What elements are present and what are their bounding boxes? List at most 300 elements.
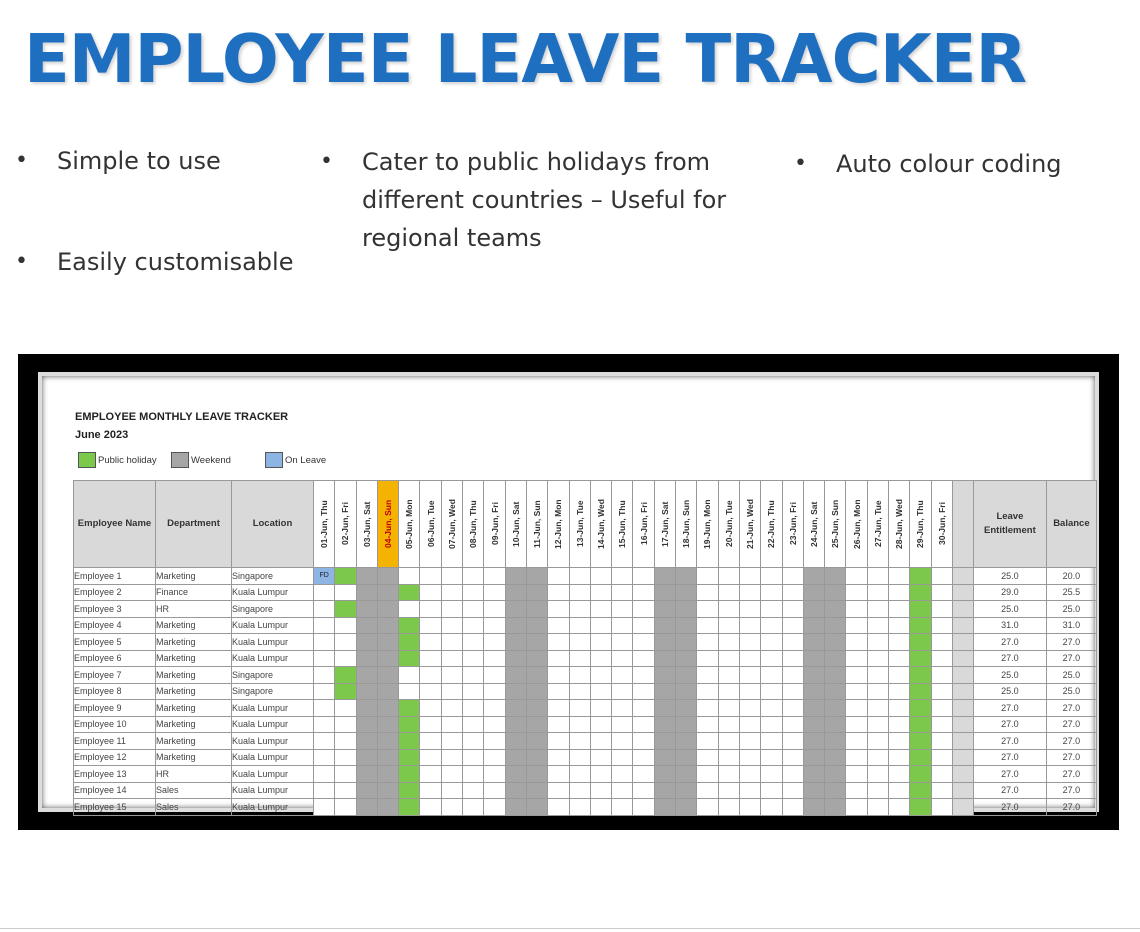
day-cell[interactable]: [612, 733, 633, 750]
day-cell[interactable]: [441, 716, 462, 733]
day-cell[interactable]: [676, 733, 697, 750]
entitlement-cell[interactable]: 31.0: [973, 617, 1046, 634]
department-cell[interactable]: Marketing: [156, 733, 232, 750]
day-cell[interactable]: [846, 799, 867, 816]
day-cell[interactable]: [420, 733, 441, 750]
day-cell[interactable]: [697, 683, 718, 700]
day-cell[interactable]: [697, 601, 718, 618]
day-cell[interactable]: [739, 683, 760, 700]
balance-cell[interactable]: 27.0: [1046, 749, 1096, 766]
day-cell[interactable]: [335, 799, 356, 816]
day-cell[interactable]: [867, 634, 888, 651]
day-cell[interactable]: [782, 667, 803, 684]
day-cell[interactable]: [441, 749, 462, 766]
day-cell[interactable]: [356, 749, 377, 766]
day-cell[interactable]: [654, 617, 675, 634]
day-cell[interactable]: [761, 766, 782, 783]
balance-cell[interactable]: 25.0: [1046, 683, 1096, 700]
day-cell[interactable]: [569, 749, 590, 766]
day-cell[interactable]: [463, 716, 484, 733]
day-cell[interactable]: [761, 799, 782, 816]
day-cell[interactable]: [484, 568, 505, 585]
location-cell[interactable]: Kuala Lumpur: [232, 749, 314, 766]
day-cell[interactable]: [314, 716, 335, 733]
employee-name-cell[interactable]: Employee 8: [74, 683, 156, 700]
day-cell[interactable]: [825, 716, 846, 733]
day-cell[interactable]: [718, 700, 739, 717]
day-cell[interactable]: [739, 733, 760, 750]
day-cell[interactable]: [761, 617, 782, 634]
day-cell[interactable]: [782, 584, 803, 601]
day-cell[interactable]: [377, 683, 398, 700]
day-cell[interactable]: [889, 634, 910, 651]
day-cell[interactable]: [803, 617, 824, 634]
day-cell[interactable]: [420, 683, 441, 700]
day-cell[interactable]: [420, 749, 441, 766]
day-cell[interactable]: [377, 782, 398, 799]
day-cell[interactable]: [846, 683, 867, 700]
day-cell[interactable]: [484, 766, 505, 783]
day-cell[interactable]: [931, 601, 952, 618]
day-cell[interactable]: [739, 716, 760, 733]
day-cell[interactable]: [739, 766, 760, 783]
day-cell[interactable]: [356, 568, 377, 585]
day-cell[interactable]: [377, 799, 398, 816]
day-cell[interactable]: [590, 700, 611, 717]
day-cell[interactable]: [590, 650, 611, 667]
day-cell[interactable]: [505, 683, 526, 700]
day-cell[interactable]: [676, 716, 697, 733]
day-cell[interactable]: [526, 650, 547, 667]
day-cell[interactable]: [335, 601, 356, 618]
day-cell[interactable]: [931, 667, 952, 684]
day-cell[interactable]: [931, 733, 952, 750]
day-cell[interactable]: [399, 733, 420, 750]
day-cell[interactable]: [569, 584, 590, 601]
day-cell[interactable]: [399, 716, 420, 733]
day-cell[interactable]: [846, 568, 867, 585]
day-cell[interactable]: [505, 700, 526, 717]
day-cell[interactable]: [889, 601, 910, 618]
day-cell[interactable]: [633, 683, 654, 700]
day-cell[interactable]: [867, 733, 888, 750]
location-cell[interactable]: Kuala Lumpur: [232, 733, 314, 750]
day-cell[interactable]: [739, 799, 760, 816]
day-cell[interactable]: [782, 799, 803, 816]
day-cell[interactable]: [484, 650, 505, 667]
day-cell[interactable]: [739, 700, 760, 717]
day-cell[interactable]: [739, 667, 760, 684]
day-cell[interactable]: [377, 667, 398, 684]
day-cell[interactable]: [526, 601, 547, 618]
day-cell[interactable]: [377, 617, 398, 634]
employee-name-cell[interactable]: Employee 4: [74, 617, 156, 634]
day-cell[interactable]: [910, 782, 931, 799]
employee-name-cell[interactable]: Employee 3: [74, 601, 156, 618]
day-cell[interactable]: [314, 584, 335, 601]
day-cell[interactable]: [867, 650, 888, 667]
day-cell[interactable]: [782, 749, 803, 766]
day-cell[interactable]: [399, 782, 420, 799]
day-cell[interactable]: [782, 700, 803, 717]
day-cell[interactable]: [569, 568, 590, 585]
day-cell[interactable]: [654, 584, 675, 601]
day-cell[interactable]: [612, 782, 633, 799]
day-cell[interactable]: [825, 634, 846, 651]
day-cell[interactable]: [803, 634, 824, 651]
day-cell[interactable]: [825, 601, 846, 618]
day-cell[interactable]: [739, 650, 760, 667]
day-cell[interactable]: [867, 716, 888, 733]
day-cell[interactable]: [526, 683, 547, 700]
day-cell[interactable]: [548, 700, 569, 717]
employee-name-cell[interactable]: Employee 13: [74, 766, 156, 783]
employee-name-cell[interactable]: Employee 15: [74, 799, 156, 816]
day-cell[interactable]: [590, 634, 611, 651]
day-cell[interactable]: [846, 716, 867, 733]
day-cell[interactable]: [335, 716, 356, 733]
balance-cell[interactable]: 27.0: [1046, 733, 1096, 750]
day-cell[interactable]: [846, 733, 867, 750]
day-cell[interactable]: [526, 766, 547, 783]
location-cell[interactable]: Kuala Lumpur: [232, 584, 314, 601]
day-cell[interactable]: [889, 584, 910, 601]
day-cell[interactable]: [825, 617, 846, 634]
day-cell[interactable]: [633, 766, 654, 783]
entitlement-cell[interactable]: 27.0: [973, 733, 1046, 750]
day-cell[interactable]: [718, 683, 739, 700]
day-cell[interactable]: [739, 782, 760, 799]
department-cell[interactable]: Marketing: [156, 716, 232, 733]
balance-cell[interactable]: 31.0: [1046, 617, 1096, 634]
day-cell[interactable]: [590, 584, 611, 601]
department-cell[interactable]: Finance: [156, 584, 232, 601]
day-cell[interactable]: [803, 766, 824, 783]
day-cell[interactable]: [505, 782, 526, 799]
day-cell[interactable]: [931, 782, 952, 799]
day-cell[interactable]: [676, 683, 697, 700]
department-cell[interactable]: HR: [156, 766, 232, 783]
day-cell[interactable]: [569, 617, 590, 634]
day-cell[interactable]: [463, 584, 484, 601]
location-cell[interactable]: Kuala Lumpur: [232, 716, 314, 733]
day-cell[interactable]: [377, 584, 398, 601]
day-cell[interactable]: [931, 650, 952, 667]
day-cell[interactable]: [825, 700, 846, 717]
day-cell[interactable]: [697, 667, 718, 684]
day-cell[interactable]: [718, 634, 739, 651]
entitlement-cell[interactable]: 25.0: [973, 683, 1046, 700]
day-cell[interactable]: [931, 700, 952, 717]
day-cell[interactable]: [505, 766, 526, 783]
day-cell[interactable]: [803, 749, 824, 766]
day-cell[interactable]: [399, 650, 420, 667]
day-cell[interactable]: [335, 650, 356, 667]
day-cell[interactable]: [867, 683, 888, 700]
day-cell[interactable]: [569, 700, 590, 717]
day-cell[interactable]: [463, 667, 484, 684]
location-cell[interactable]: Singapore: [232, 601, 314, 618]
day-cell[interactable]: [420, 568, 441, 585]
day-cell[interactable]: [463, 617, 484, 634]
day-cell[interactable]: [335, 667, 356, 684]
day-cell[interactable]: [654, 766, 675, 783]
employee-name-cell[interactable]: Employee 6: [74, 650, 156, 667]
day-cell[interactable]: [335, 766, 356, 783]
day-cell[interactable]: [889, 766, 910, 783]
day-cell[interactable]: [718, 667, 739, 684]
day-cell[interactable]: [314, 601, 335, 618]
day-cell[interactable]: [612, 700, 633, 717]
day-cell[interactable]: [633, 700, 654, 717]
day-cell[interactable]: [526, 799, 547, 816]
day-cell[interactable]: [803, 716, 824, 733]
location-cell[interactable]: Kuala Lumpur: [232, 700, 314, 717]
day-cell[interactable]: [420, 601, 441, 618]
day-cell[interactable]: [782, 650, 803, 667]
day-cell[interactable]: [676, 667, 697, 684]
day-cell[interactable]: [420, 700, 441, 717]
day-cell[interactable]: [825, 733, 846, 750]
day-cell[interactable]: [761, 634, 782, 651]
day-cell[interactable]: [463, 782, 484, 799]
day-cell[interactable]: [356, 782, 377, 799]
day-cell[interactable]: [803, 799, 824, 816]
day-cell[interactable]: [782, 601, 803, 618]
entitlement-cell[interactable]: 27.0: [973, 782, 1046, 799]
entitlement-cell[interactable]: 27.0: [973, 716, 1046, 733]
day-cell[interactable]: [463, 749, 484, 766]
day-cell[interactable]: [484, 601, 505, 618]
day-cell[interactable]: FD: [314, 568, 335, 585]
location-cell[interactable]: Kuala Lumpur: [232, 634, 314, 651]
day-cell[interactable]: [697, 766, 718, 783]
day-cell[interactable]: [910, 749, 931, 766]
day-cell[interactable]: [846, 782, 867, 799]
day-cell[interactable]: [761, 601, 782, 618]
day-cell[interactable]: [612, 683, 633, 700]
day-cell[interactable]: [505, 749, 526, 766]
day-cell[interactable]: [441, 634, 462, 651]
day-cell[interactable]: [335, 617, 356, 634]
day-cell[interactable]: [377, 716, 398, 733]
day-cell[interactable]: [441, 766, 462, 783]
day-cell[interactable]: [463, 700, 484, 717]
day-cell[interactable]: [420, 799, 441, 816]
day-cell[interactable]: [612, 766, 633, 783]
day-cell[interactable]: [399, 584, 420, 601]
day-cell[interactable]: [356, 683, 377, 700]
day-cell[interactable]: [910, 799, 931, 816]
day-cell[interactable]: [569, 782, 590, 799]
entitlement-cell[interactable]: 27.0: [973, 799, 1046, 816]
day-cell[interactable]: [803, 667, 824, 684]
day-cell[interactable]: [910, 584, 931, 601]
day-cell[interactable]: [548, 568, 569, 585]
day-cell[interactable]: [548, 650, 569, 667]
day-cell[interactable]: [761, 733, 782, 750]
day-cell[interactable]: [314, 634, 335, 651]
day-cell[interactable]: [484, 716, 505, 733]
day-cell[interactable]: [718, 617, 739, 634]
day-cell[interactable]: [612, 617, 633, 634]
day-cell[interactable]: [484, 617, 505, 634]
day-cell[interactable]: [782, 782, 803, 799]
department-cell[interactable]: HR: [156, 601, 232, 618]
day-cell[interactable]: [761, 683, 782, 700]
day-cell[interactable]: [697, 716, 718, 733]
department-cell[interactable]: Marketing: [156, 650, 232, 667]
day-cell[interactable]: [314, 733, 335, 750]
day-cell[interactable]: [590, 733, 611, 750]
day-cell[interactable]: [335, 568, 356, 585]
balance-cell[interactable]: 27.0: [1046, 716, 1096, 733]
employee-name-cell[interactable]: Employee 9: [74, 700, 156, 717]
day-cell[interactable]: [910, 617, 931, 634]
day-cell[interactable]: [739, 601, 760, 618]
day-cell[interactable]: [526, 733, 547, 750]
entitlement-cell[interactable]: 27.0: [973, 634, 1046, 651]
day-cell[interactable]: [314, 766, 335, 783]
day-cell[interactable]: [867, 700, 888, 717]
day-cell[interactable]: [761, 749, 782, 766]
day-cell[interactable]: [676, 799, 697, 816]
day-cell[interactable]: [654, 667, 675, 684]
entitlement-cell[interactable]: 27.0: [973, 766, 1046, 783]
day-cell[interactable]: [356, 700, 377, 717]
day-cell[interactable]: [633, 782, 654, 799]
day-cell[interactable]: [377, 568, 398, 585]
day-cell[interactable]: [697, 568, 718, 585]
day-cell[interactable]: [399, 568, 420, 585]
day-cell[interactable]: [761, 700, 782, 717]
day-cell[interactable]: [931, 683, 952, 700]
day-cell[interactable]: [931, 749, 952, 766]
day-cell[interactable]: [612, 749, 633, 766]
day-cell[interactable]: [782, 617, 803, 634]
day-cell[interactable]: [399, 749, 420, 766]
day-cell[interactable]: [676, 700, 697, 717]
day-cell[interactable]: [782, 766, 803, 783]
day-cell[interactable]: [697, 782, 718, 799]
day-cell[interactable]: [910, 716, 931, 733]
day-cell[interactable]: [335, 782, 356, 799]
day-cell[interactable]: [676, 601, 697, 618]
day-cell[interactable]: [910, 733, 931, 750]
day-cell[interactable]: [739, 749, 760, 766]
day-cell[interactable]: [463, 766, 484, 783]
day-cell[interactable]: [803, 733, 824, 750]
day-cell[interactable]: [889, 683, 910, 700]
day-cell[interactable]: [399, 667, 420, 684]
day-cell[interactable]: [931, 584, 952, 601]
day-cell[interactable]: [526, 634, 547, 651]
day-cell[interactable]: [356, 733, 377, 750]
day-cell[interactable]: [612, 667, 633, 684]
location-cell[interactable]: Kuala Lumpur: [232, 617, 314, 634]
day-cell[interactable]: [441, 700, 462, 717]
day-cell[interactable]: [697, 634, 718, 651]
employee-name-cell[interactable]: Employee 10: [74, 716, 156, 733]
day-cell[interactable]: [803, 782, 824, 799]
day-cell[interactable]: [910, 634, 931, 651]
day-cell[interactable]: [633, 733, 654, 750]
day-cell[interactable]: [803, 568, 824, 585]
day-cell[interactable]: [739, 584, 760, 601]
day-cell[interactable]: [463, 733, 484, 750]
balance-cell[interactable]: 27.0: [1046, 782, 1096, 799]
location-cell[interactable]: Kuala Lumpur: [232, 782, 314, 799]
day-cell[interactable]: [825, 749, 846, 766]
day-cell[interactable]: [484, 634, 505, 651]
day-cell[interactable]: [314, 667, 335, 684]
day-cell[interactable]: [867, 749, 888, 766]
day-cell[interactable]: [889, 700, 910, 717]
day-cell[interactable]: [505, 799, 526, 816]
day-cell[interactable]: [867, 799, 888, 816]
day-cell[interactable]: [569, 634, 590, 651]
balance-cell[interactable]: 25.5: [1046, 584, 1096, 601]
day-cell[interactable]: [314, 749, 335, 766]
day-cell[interactable]: [399, 766, 420, 783]
day-cell[interactable]: [526, 584, 547, 601]
day-cell[interactable]: [420, 667, 441, 684]
location-cell[interactable]: Kuala Lumpur: [232, 799, 314, 816]
day-cell[interactable]: [484, 584, 505, 601]
day-cell[interactable]: [910, 683, 931, 700]
day-cell[interactable]: [825, 799, 846, 816]
day-cell[interactable]: [548, 683, 569, 700]
day-cell[interactable]: [633, 601, 654, 618]
day-cell[interactable]: [654, 700, 675, 717]
day-cell[interactable]: [676, 766, 697, 783]
day-cell[interactable]: [676, 634, 697, 651]
day-cell[interactable]: [484, 667, 505, 684]
day-cell[interactable]: [931, 716, 952, 733]
day-cell[interactable]: [441, 584, 462, 601]
day-cell[interactable]: [548, 733, 569, 750]
day-cell[interactable]: [910, 601, 931, 618]
day-cell[interactable]: [590, 601, 611, 618]
day-cell[interactable]: [761, 650, 782, 667]
day-cell[interactable]: [420, 634, 441, 651]
day-cell[interactable]: [505, 667, 526, 684]
day-cell[interactable]: [335, 733, 356, 750]
employee-name-cell[interactable]: Employee 1: [74, 568, 156, 585]
day-cell[interactable]: [612, 634, 633, 651]
day-cell[interactable]: [420, 716, 441, 733]
day-cell[interactable]: [548, 782, 569, 799]
day-cell[interactable]: [782, 568, 803, 585]
day-cell[interactable]: [463, 634, 484, 651]
day-cell[interactable]: [356, 667, 377, 684]
day-cell[interactable]: [505, 617, 526, 634]
day-cell[interactable]: [910, 650, 931, 667]
location-cell[interactable]: Kuala Lumpur: [232, 650, 314, 667]
day-cell[interactable]: [889, 799, 910, 816]
day-cell[interactable]: [335, 584, 356, 601]
day-cell[interactable]: [441, 782, 462, 799]
day-cell[interactable]: [548, 584, 569, 601]
day-cell[interactable]: [314, 700, 335, 717]
day-cell[interactable]: [803, 584, 824, 601]
day-cell[interactable]: [889, 749, 910, 766]
day-cell[interactable]: [782, 634, 803, 651]
day-cell[interactable]: [569, 683, 590, 700]
entitlement-cell[interactable]: 27.0: [973, 650, 1046, 667]
day-cell[interactable]: [931, 568, 952, 585]
entitlement-cell[interactable]: 25.0: [973, 568, 1046, 585]
